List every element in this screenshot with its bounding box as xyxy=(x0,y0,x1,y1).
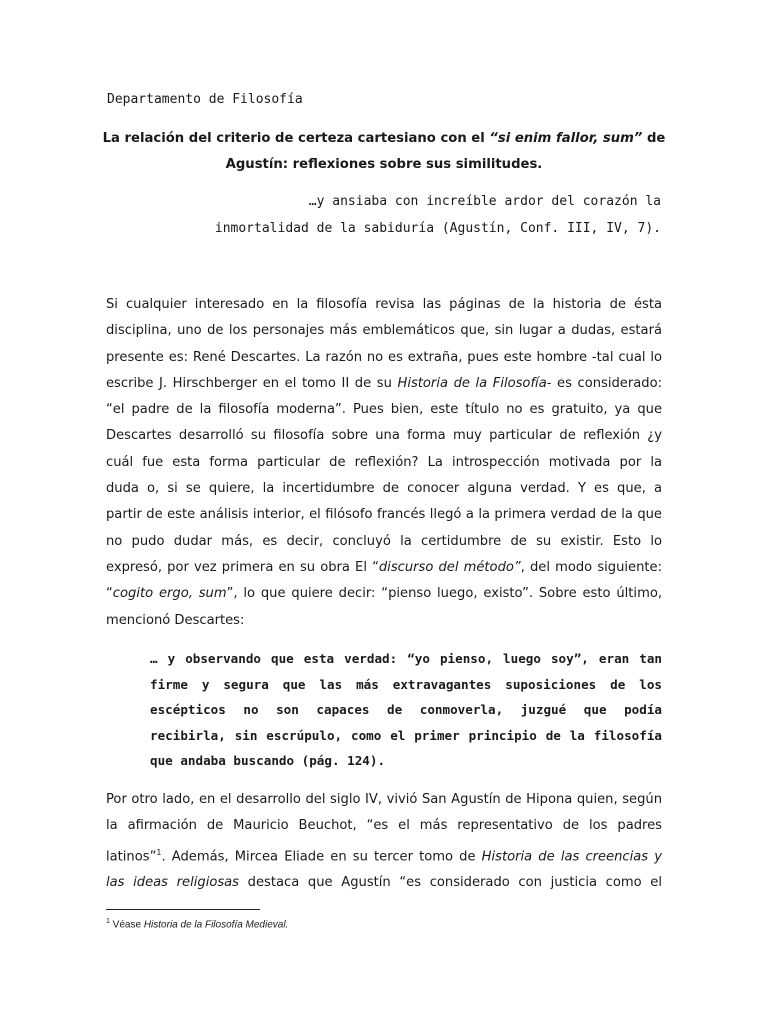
paragraph-2 xyxy=(106,787,662,897)
text-line: Descartes desarrolló su filosofía sobre una forma muy particular de reflexión ¿y xyxy=(106,428,662,444)
text-line: “cogito ergo, sum”, lo que quiere decir: “pienso luego, existo”. Sobre esto último, xyxy=(106,586,662,602)
essay-title-line-2: Agustín: reflexiones sobre sus similitudes. xyxy=(225,157,543,172)
text-line: escribe J. Hirschberger en el tomo II de su Historia de la Filosofía- es considerado: xyxy=(106,375,663,391)
footnote-number: 1 xyxy=(106,918,110,925)
text-line: “el padre de la filosofía moderna”. Pues bien, este título no es gratuito, ya que xyxy=(106,402,662,418)
footnote-separator xyxy=(106,909,260,910)
text-line: no pudo dudar más, es decir, concluyó la certidumbre de su existir. Esto lo xyxy=(106,533,662,549)
text-line: disciplina, uno de los personajes más emblemáticos que, sin lugar a dudas, estará xyxy=(106,323,662,339)
epigraph-line-2: inmortalidad de la sabiduría (Agustín, Conf. III, IV, 7). xyxy=(214,221,661,236)
text-line: Por otro lado, en el desarrollo del siglo IV, vivió San Agustín de Hipona quien, según xyxy=(106,792,662,807)
text-line: cuál fue esta forma particular de reflexión? La introspección motivada por la xyxy=(106,454,662,470)
text-line: presente es: René Descartes. La razón no es extraña, pues este hombre -tal cual lo xyxy=(106,349,662,365)
paragraph-1 xyxy=(106,292,662,634)
text-line: expresó, por vez primera en su obra El “discurso del método”, del modo siguiente: xyxy=(106,559,662,575)
text-line: duda o, si se quiere, la incertidumbre de conocer alguna verdad. Y es que, a xyxy=(106,481,662,497)
epigraph-line-1: …y ansiaba con increíble ardor del corazón la xyxy=(308,194,661,209)
footnote-reference: 1 xyxy=(156,847,162,857)
essay-title-line-1: La relación del criterio de certeza cartesiano con el “si enim fallor, sum” de xyxy=(102,131,666,146)
quote-line: recibirla, sin escrúpulo, como el primer principio de la filosofía xyxy=(150,727,662,743)
quote-line: … y observando que esta verdad: “yo pienso, luego soy”, eran tan xyxy=(150,651,662,666)
quote-line: firme y segura que las más extravagantes suposiciones de los xyxy=(150,676,662,692)
quote-line: que andaba buscando (pág. 124). xyxy=(150,753,386,769)
department-header: Departamento de Filosofía xyxy=(107,92,303,107)
text-line: partir de este análisis interior, el filósofo francés llegó a la primera verdad de la que xyxy=(106,507,662,523)
text-line: mencionó Descartes: xyxy=(106,612,245,628)
quote-line: escépticos no son capaces de conmoverla, juzgué que podía xyxy=(150,702,662,718)
footnote: $^1$ Véase Historia de la Filosofía Medieval. xyxy=(106,918,289,931)
text-line: las ideas religiosas destaca que Agustín “es considerado con justicia como el xyxy=(106,875,662,891)
text-line: Si cualquier interesado en la filosofía revisa las páginas de la historia de ésta xyxy=(106,297,662,312)
text-line: latinos”$^1$. Además, Mircea Eliade en su tercer tomo de Historia de las creencias y xyxy=(106,847,663,864)
text-line: la afirmación de Mauricio Beuchot, “es el más representativo de los padres xyxy=(106,818,662,834)
block-quote xyxy=(150,646,662,774)
